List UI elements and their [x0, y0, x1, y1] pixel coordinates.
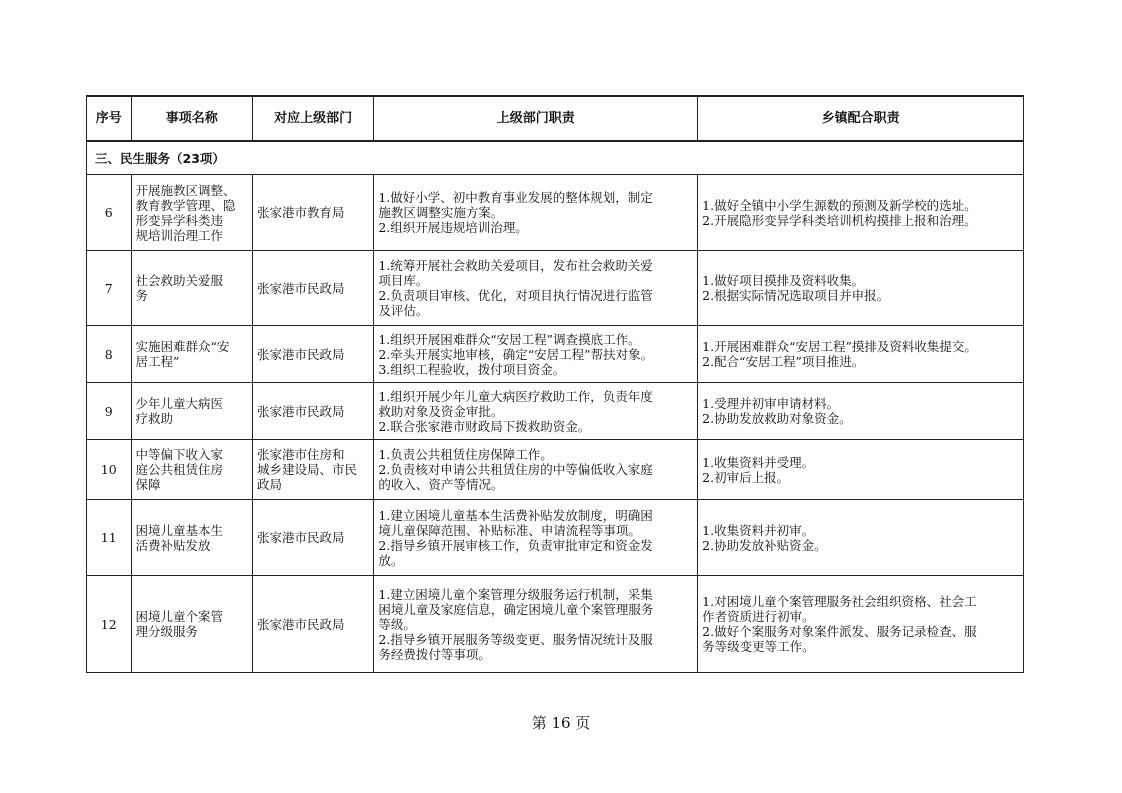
table-row — [87, 251, 1024, 326]
section-title: 三、民生服务（23项） — [87, 141, 1024, 175]
town-duties-cell — [698, 251, 1024, 326]
item-name-line: 疗救助 — [135, 411, 174, 426]
town-duties-cell — [698, 500, 1024, 576]
responsibility-table — [86, 95, 1024, 673]
town-duties-cell — [698, 440, 1024, 500]
section-row — [87, 141, 1024, 175]
upper-duties-line: 1.建立困境儿童基本生活费补贴发放制度，明确困 — [378, 507, 653, 523]
upper-duties-line: 困境儿童及家庭信息，确定困境儿童个案管理服务 — [378, 601, 654, 617]
department-cell — [252, 175, 373, 251]
upper-duties-line: 境儿童保障范围、补贴标准、申请流程等事项。 — [378, 522, 641, 538]
upper-duties-cell — [374, 251, 698, 326]
department-cell — [252, 383, 373, 440]
table-row — [87, 175, 1024, 251]
upper-duties-cell — [374, 576, 698, 673]
department-line: 张家港市民政局 — [256, 616, 345, 632]
department-cell — [252, 500, 373, 576]
department-line: 张家港市民政局 — [256, 346, 345, 362]
department-line: 张家港市教育局 — [256, 205, 345, 220]
row-number-cell: 7 — [87, 251, 132, 326]
upper-duties-line: 项目库。 — [378, 273, 429, 288]
header-department: 对应上级部门 — [252, 96, 373, 141]
item-name-cell — [131, 576, 252, 673]
town-duties-line: 作者资质进行初审。 — [702, 609, 815, 624]
upper-duties-line: 1.负责公共租赁住房保障工作。 — [378, 447, 553, 462]
table-row — [87, 440, 1024, 500]
upper-duties-line: 2.组织开展违规培训治理。 — [378, 220, 528, 235]
upper-duties-line: 3.组织工程验收，拨付项目资金。 — [378, 361, 566, 377]
item-name-line: 形变异学科类违 — [135, 212, 224, 228]
upper-duties-line: 2.牵头开展实地审核，确定“安居工程”帮扶对象。 — [378, 346, 654, 362]
town-duties-line: 2.协助发放救助对象资金。 — [702, 411, 852, 426]
upper-duties-line: 1.组织开展困难群众“安居工程”调查摸底工作。 — [378, 331, 641, 347]
town-duties-line: 1.开展困难群众“安居工程”摸排及资料收集提交。 — [702, 339, 977, 354]
upper-duties-cell — [374, 326, 698, 383]
town-duties-line: 2.初审后上报。 — [702, 469, 790, 485]
item-name-cell — [131, 326, 252, 383]
upper-duties-line: 务经费拨付等事项。 — [378, 646, 491, 662]
table-row — [87, 500, 1024, 576]
upper-duties-line: 2.负责项目审核、优化，对项目执行情况进行监管 — [378, 288, 653, 303]
town-duties-line: 2.做好个案服务对象案件派发、服务记录检查、服 — [702, 624, 977, 639]
department-cell — [252, 251, 373, 326]
department-line: 张家港市民政局 — [256, 530, 345, 545]
department-line: 张家港市住房和 — [256, 447, 345, 462]
town-duties-line: 2.开展隐形变异学科类培训机构摸排上报和治理。 — [702, 212, 977, 228]
item-name-line: 教育教学管理、隐 — [135, 197, 236, 213]
department-cell — [252, 326, 373, 383]
row-number-cell: 11 — [87, 500, 132, 576]
header-town-duties: 乡镇配合职责 — [698, 96, 1024, 141]
town-duties-line: 1.做好全镇中小学生源数的预测及新学校的选址。 — [702, 197, 977, 213]
item-name-line: 庭公共租赁住房 — [135, 462, 224, 477]
department-line: 政局 — [256, 477, 282, 492]
header-number: 序号 — [87, 96, 132, 141]
item-name-line: 理分级服务 — [135, 624, 199, 639]
town-duties-cell — [698, 383, 1024, 440]
row-number-cell: 8 — [87, 326, 132, 383]
table-body — [87, 141, 1024, 673]
town-duties-line: 务等级变更等工作。 — [702, 639, 815, 654]
town-duties-line: 1.做好项目摸排及资料收集。 — [702, 273, 865, 288]
item-name-line: 开展施教区调整、 — [135, 182, 236, 198]
item-name-line: 少年儿童大病医 — [135, 396, 224, 411]
item-name-line: 实施困难群众“安 — [135, 339, 230, 354]
upper-duties-line: 及评估。 — [378, 303, 429, 318]
item-name-cell — [131, 175, 252, 251]
upper-duties-cell — [374, 500, 698, 576]
department-cell — [252, 576, 373, 673]
upper-duties-cell — [374, 440, 698, 500]
upper-duties-line: 2.负责核对申请公共租赁住房的中等偏低收入家庭 — [378, 462, 653, 477]
town-duties-cell — [698, 576, 1024, 673]
header-item-name: 事项名称 — [131, 96, 252, 141]
department-cell — [252, 440, 373, 500]
town-duties-line: 2.配合“安居工程”项目推进。 — [702, 354, 865, 369]
upper-duties-line: 2.指导乡镇开展服务等级变更、服务情况统计及服 — [378, 631, 653, 647]
table-row — [87, 326, 1024, 383]
table-row — [87, 576, 1024, 673]
row-number-cell: 9 — [87, 383, 132, 440]
header-upper-duties: 上级部门职责 — [374, 96, 698, 141]
item-name-line: 社会救助关爱服 — [135, 273, 224, 288]
upper-duties-line: 救助对象及资金审批。 — [378, 403, 504, 419]
department-line: 张家港市民政局 — [256, 280, 345, 296]
item-name-cell — [131, 251, 252, 326]
item-name-line: 中等偏下收入家 — [135, 447, 224, 462]
upper-duties-line: 施教区调整实施方案。 — [378, 205, 504, 220]
town-duties-cell — [698, 326, 1024, 383]
town-duties-line: 1.对困境儿童个案管理服务社会组织资格、社会工 — [702, 594, 977, 609]
item-name-line: 活费补贴发放 — [135, 537, 211, 553]
row-number-cell: 10 — [87, 440, 132, 500]
item-name-cell — [131, 440, 252, 500]
item-name-line: 困境儿童基本生 — [135, 522, 224, 538]
town-duties-line: 1.受理并初审申请材料。 — [702, 396, 840, 411]
table-header-row — [87, 96, 1024, 141]
row-number-cell: 6 — [87, 175, 132, 251]
item-name-line: 务 — [135, 288, 149, 303]
town-duties-line: 2.根据实际情况选取项目并申报。 — [702, 288, 890, 303]
upper-duties-line: 1.组织开展少年儿童大病医疗救助工作，负责年度 — [378, 388, 653, 404]
upper-duties-line: 2.指导乡镇开展审核工作，负责审批审定和资金发 — [378, 537, 653, 553]
town-duties-line: 1.收集资料并初审。 — [702, 522, 815, 538]
department-line: 城乡建设局、市民 — [256, 462, 357, 477]
upper-duties-cell — [374, 175, 698, 251]
town-duties-cell — [698, 175, 1024, 251]
upper-duties-line: 1.建立困境儿童个案管理分级服务运行机制，采集 — [378, 586, 653, 602]
upper-duties-line: 的收入、资产等情况。 — [378, 477, 504, 492]
department-line: 张家港市民政局 — [256, 403, 345, 419]
item-name-line: 居工程” — [135, 354, 180, 369]
item-name-cell — [131, 383, 252, 440]
upper-duties-line: 1.统筹开展社会救助关爱项目，发布社会救助关爱 — [378, 258, 653, 273]
town-duties-line: 2.协助发放补贴资金。 — [702, 537, 827, 553]
table-row — [87, 383, 1024, 440]
upper-duties-line: 2.联合张家港市财政局下拨救助资金。 — [378, 418, 591, 434]
item-name-line: 规培训治理工作 — [135, 227, 224, 243]
item-name-cell — [131, 500, 252, 576]
upper-duties-cell — [374, 383, 698, 440]
town-duties-line: 1.收集资料并受理。 — [702, 454, 815, 470]
page-number: 第 16 页 — [531, 714, 591, 732]
item-name-line: 困境儿童个案管 — [135, 609, 224, 624]
item-name-line: 保障 — [135, 477, 161, 492]
upper-duties-line: 1.做好小学、初中教育事业发展的整体规划，制定 — [378, 190, 653, 205]
upper-duties-line: 等级。 — [378, 616, 416, 632]
row-number-cell: 12 — [87, 576, 132, 673]
upper-duties-line: 放。 — [378, 552, 404, 568]
